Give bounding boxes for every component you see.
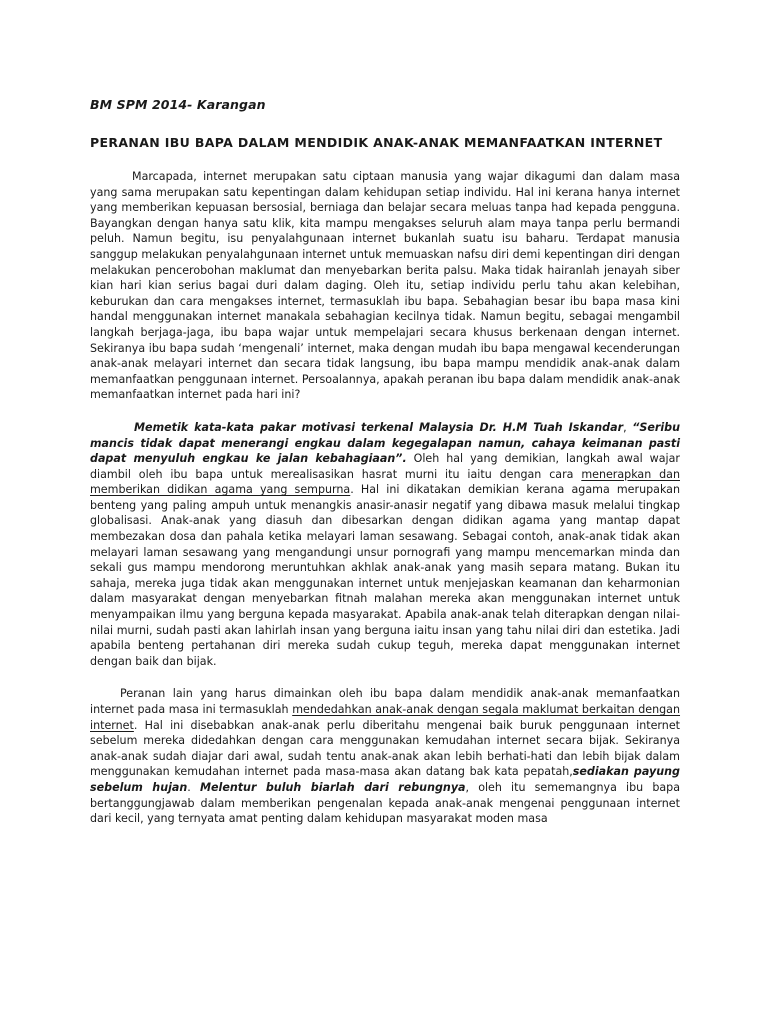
motivational-quote: “Seribu mancis tidak dapat menerangi engkau dalam kegegalapan namun, cahaya keimanan pasti dapat menyuluh engkau ke jalan kebahagiaan”.: [90, 420, 680, 466]
underlined-key-point: menerapkan dan memberikan didikan agama yang sempurna: [90, 467, 680, 497]
paragraph-internet-exposure: [90, 686, 680, 826]
paragraph-introduction: Marcapada, internet merupakan satu ciptaan manusia yang wajar dikagumi dan dalam masa yang sama merupakan satu kepentingan dalam kehidupan setiap individu. Hal ini kerana hanya internet yang memberikan kepuasan bersosial, berniaga dan belajar secara meluas tanpa had kepada pengguna. Bayangkan dengan hanya satu klik, kita mampu mengakses seluruh alam maya tanpa perlu bermandi peluh. Namun begitu, isu penyalahgunaan internet bukanlah suatu isu baharu. Terdapat manusia sanggup melakukan penyalahgunaan internet untuk memuaskan nafsu diri demi kepentingan diri dengan melakukan pencerobohan maklumat dan menyebarkan berita palsu. Maka tidak hairanlah jenayah siber kian hari kian serius bagai duri dalam daging. Oleh itu, setiap individu perlu tahu akan kelebihan, keburukan dan cara mengakses internet, termasuklah ibu bapa. Sebahagian besar ibu bapa masa kini handal menggunakan internet manakala sebahagian kecilnya tidak. Namun begitu, sebagai mengambil langkah berjaga-jaga, ibu bapa wajar untuk mempelajari secara khusus berkenaan dengan internet. Sekiranya ibu bapa sudah ‘mengenali’ internet, maka dengan mudah ibu bapa mengawal kecenderungan anak-anak melayari internet dan secara tidak langsung, ibu bapa mampu mendidik anak-anak dalam memanfaatkan penggunaan internet. Persoalannya, apakah peranan ibu bapa dalam mendidik anak-anak memanfaatkan internet pada hari ini?: [90, 170, 680, 402]
quote-attribution: Memetik kata-kata pakar motivasi terkenal Malaysia Dr. H.M Tuah Iskandar: [134, 420, 624, 434]
paragraph-religious-education: [90, 420, 680, 670]
paragraph-text: . Hal ini dikatakan demikian kerana agama merupakan benteng yang paling ampuh untuk menangkis anasir-anasir negatif yang dibawa masuk melalui tingkap globalisasi. Anak-anak yang diasuh dan dibesarkan dengan didikan agama yang mantap dapat membezakan dosa dan pahala ketika melayari laman sesawang. Sebagai contoh, anak-anak tidak akan melayari laman sesawang yang mengandungi unsur pornografi yang mampu mencemarkan minda dan sekali gus mampu mendorong meruntuhkan akhlak anak-anak yang masih separa matang. Bukan itu sahaja, mereka juga tidak akan menggunakan internet untuk menjejaskan keamanan dan keharmonian dalam masyarakat dengan menyebarkan fitnah malahan mereka akan menggunakan internet untuk menyampaikan ilmu yang berguna kepada masyarakat. Apabila anak-anak telah diterapkan dengan nilai-nilai murni, sudah pasti akan lahirlah insan yang berguna iaitu insan yang tahu nilai diri dan estetika. Jadi apabila benteng pertahanan diri mereka sudah cukup teguh, mereka dapat menggunakan internet dengan baik dan bijak.: [90, 483, 680, 668]
paragraph-text: . Hal ini disebabkan anak-anak perlu diberitahu mengenai baik buruk penggunaan internet sebelum mereka didedahkan dengan cara menggunakan kemudahan internet secara bijak. Sekiranya anak-anak sudah diajar dari awal, sudah tentu anak-anak akan lebih berhati-hati dan lebih bijak dalam menggunakan kemudahan internet pada masa-masa akan datang bak kata pepatah,: [90, 718, 680, 779]
document-label: BM SPM 2014- Karangan: [90, 97, 266, 112]
comma-separator: ,: [623, 420, 633, 434]
proverb-umbrella: sediakan payung sebelum hujan: [90, 765, 680, 794]
proverb-bamboo: Melentur buluh biarlah dari rebungnya: [199, 780, 466, 794]
underlined-key-point: mendedahkan anak-anak dengan segala maklumat berkaitan dengan internet: [90, 703, 681, 732]
paragraph-text: Oleh hal yang demikian, langkah awal wajar diambil oleh ibu bapa untuk merealisasikan hasrat murni itu iaitu dengan cara: [90, 452, 680, 481]
essay-title: PERANAN IBU BAPA DALAM MENDIDIK ANAK-ANAK MEMANFAATKAN INTERNET: [90, 135, 663, 150]
proverb-separator: .: [187, 780, 200, 794]
paragraph-text: Peranan lain yang harus dimainkan oleh ibu bapa dalam mendidik anak-anak memanfaatkan internet pada masa ini termasuklah: [90, 687, 680, 716]
paragraph-text: , oleh itu sememangnya ibu bapa bertanggungjawab dalam memberikan pengenalan kepada anak-anak mengenai penggunaan internet dari kecil, yang ternyata amat penting dalam kehidupan masyarakat moden masa: [90, 780, 680, 826]
